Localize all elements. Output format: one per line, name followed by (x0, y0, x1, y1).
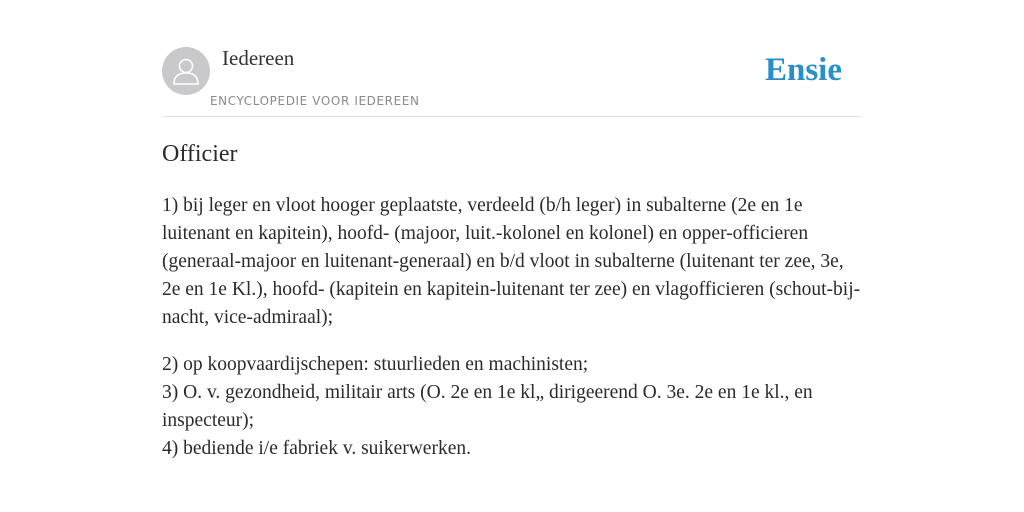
site-subtitle: ENCYCLOPEDIE VOOR IEDEREEN (210, 94, 420, 108)
definition-paragraph-2: 2) op koopvaardijschepen: stuurlieden en machinisten; (162, 354, 589, 375)
brand-logo[interactable]: Ensie (764, 52, 842, 88)
page-title: Officier (162, 141, 238, 167)
definition-paragraph-4: 4) bediende i/e fabriek v. suikerwerken. (162, 438, 471, 459)
article-body (162, 192, 862, 463)
header (162, 46, 862, 117)
definition-paragraph-1: 1) bij leger en vloot hooger geplaatste, verdeeld (b/h leger) in subalterne (2e en 1e luitenant en kapitein), hoofd- (majoor, luit.-kolonel en kolonel) en opper-officieren (generaal-majoor en luitenant-generaal) en b/d vloot in subalterne (luitenant ter zee, 3e, 2e en 1e Kl.), hoofd- (kapitein en kapitein-luitenant ter zee) en vlagofficieren (schout-bij-nacht, vice-admiraal); (162, 195, 861, 328)
user-icon (162, 47, 210, 95)
author-name[interactable]: Iedereen (222, 46, 295, 70)
definition-paragraph-3: 3) O. v. gezondheid, militair arts (O. 2e en 1e kl„ dirigeerend O. 3e. 2e en 1e kl., en inspecteur); (162, 382, 813, 431)
avatar[interactable] (162, 47, 210, 95)
